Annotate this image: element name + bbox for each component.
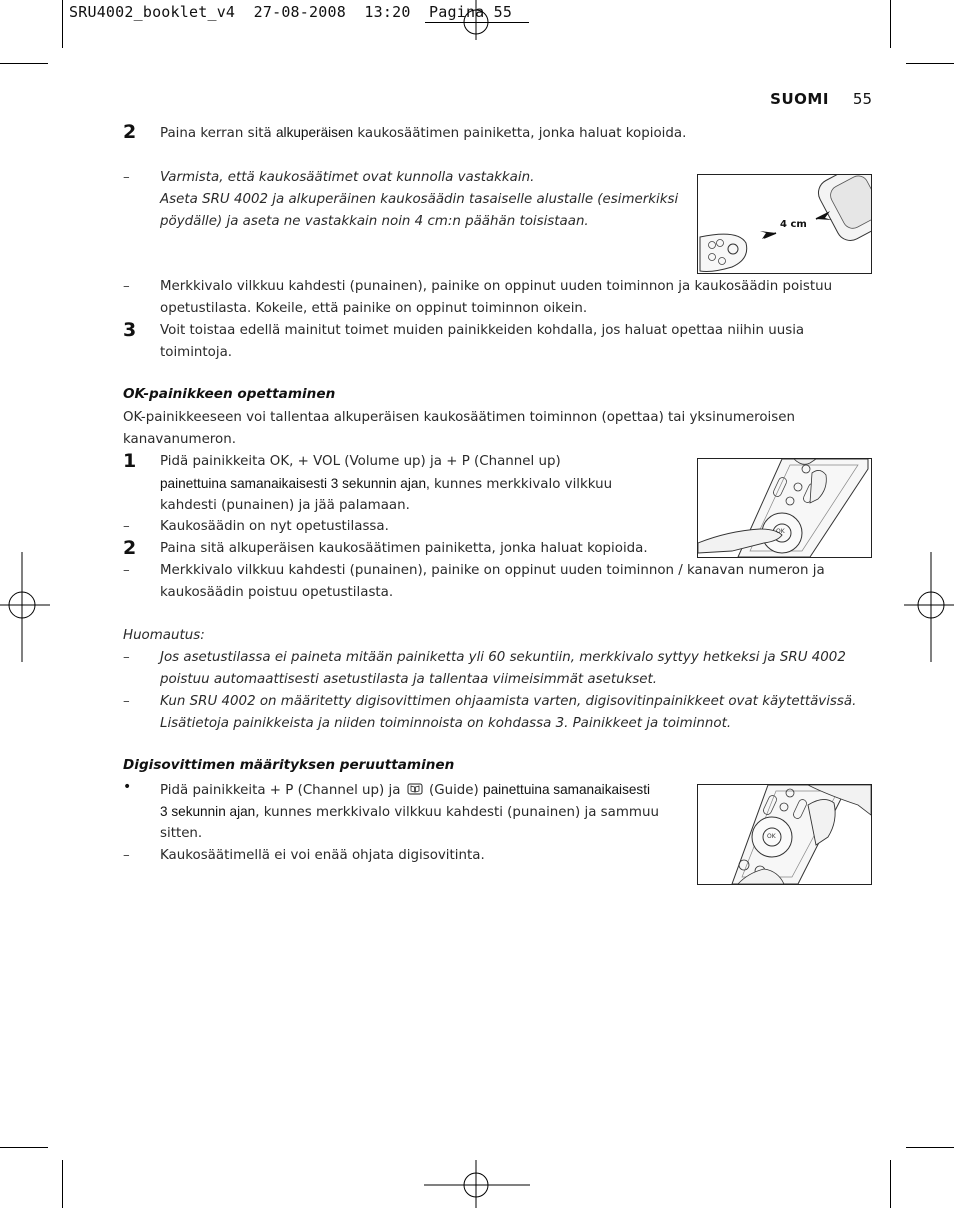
crop-mark: [890, 1160, 891, 1208]
distance-label: 4 cm: [780, 219, 807, 230]
dash-marker: –: [123, 848, 130, 863]
result-line: Merkkivalo vilkkuu kahdesti (punainen), painike on oppinut uuden toiminnon ja kaukosäädin poistuu: [160, 279, 833, 294]
step-text: Pidä painikkeita + P (Channel up) ja (Guide) painettuina samanaikaisesti: [160, 782, 651, 798]
crop-mark: [0, 63, 48, 64]
emphasis-text: painettuina samanaikaisesti: [483, 782, 651, 797]
note-line: pöydälle) ja aseta ne vastakkain noin 4 cm:n päähän toisistaan.: [160, 214, 589, 229]
crop-mark: [0, 1147, 48, 1148]
step-number: 2: [123, 121, 137, 143]
emphasis-text: alkuperäisen: [276, 125, 354, 140]
dash-marker: –: [123, 650, 130, 665]
section-heading: OK-painikkeen opettaminen: [123, 386, 336, 402]
emphasis-text: painettuina samanaikaisesti 3 sekunnin ajan,: [160, 476, 430, 491]
step-text: 3 sekunnin ajan, kunnes merkkivalo vilkkuu kahdesti (punainen) ja sammuu: [160, 804, 659, 820]
emphasis-text: 3 sekunnin ajan: [160, 804, 256, 819]
crop-mark: [62, 1160, 63, 1208]
result-line: kaukosäädin poistuu opetustilasta.: [160, 585, 394, 600]
result-line: Merkkivalo vilkkuu kahdesti (punainen), painike on oppinut uuden toiminnon / kanavan numeron ja: [160, 563, 825, 578]
crop-mark: [890, 0, 891, 48]
crop-mark: [906, 1147, 954, 1148]
step-text: toimintoja.: [160, 345, 233, 360]
slug-time: 13:20: [364, 3, 411, 21]
language-label: SUOMI: [770, 90, 829, 108]
dash-marker: –: [123, 519, 130, 534]
intro-line: kanavanumeron.: [123, 432, 236, 447]
bullet-marker: •: [123, 779, 132, 795]
registration-mark-bottom: [424, 1160, 530, 1208]
figure-guide-buttons: [697, 784, 872, 885]
registration-mark-left: [0, 552, 50, 662]
step-text: Paina sitä alkuperäisen kaukosäätimen painiketta, jonka haluat kopioida.: [160, 541, 648, 556]
note-title: Huomautus:: [123, 628, 205, 643]
ok-button-label: OK: [776, 528, 785, 535]
mode-line: Kaukosäädin on nyt opetustilassa.: [160, 519, 389, 534]
step-text: Voit toistaa edellä mainitut toimet muiden painikkeiden kohdalla, jos haluat opettaa niihin uusia: [160, 323, 805, 338]
note-line: poistuu automaattisesti asetustilasta ja tallentaa viimeisimmät asetukset.: [160, 672, 658, 687]
note-line: Lisätietoja painikkeista ja niiden toiminnoista on kohdassa 3. Painikkeet ja toiminnot.: [160, 716, 732, 731]
result-line: opetustilasta. Kokeile, että painike on oppinut toiminnon oikein.: [160, 301, 588, 316]
slug-page-word: Pagina: [429, 3, 485, 21]
slug-page-number: 55: [493, 3, 513, 21]
figure-ok-buttons: [697, 458, 872, 558]
note-line: Aseta SRU 4002 ja alkuperäinen kaukosäädin tasaiselle alustalle (esimerkiksi: [160, 192, 679, 207]
step-number: 1: [123, 450, 137, 472]
note-line: Varmista, että kaukosäätimet ovat kunnolla vastakkain.: [160, 170, 535, 185]
step-text: painettuina samanaikaisesti 3 sekunnin ajan, kunnes merkkivalo vilkkuu: [160, 476, 613, 492]
intro-line: OK-painikkeeseen voi tallentaa alkuperäisen kaukosäätimen toiminnon (opettaa) tai yksinumeroisen: [123, 410, 795, 425]
step-number: 3: [123, 319, 137, 341]
step-text: kahdesti (punainen) ja jää palamaan.: [160, 498, 410, 513]
page-number: 55: [852, 90, 872, 108]
dash-marker: –: [123, 279, 130, 294]
crop-mark: [906, 63, 954, 64]
dash-marker: –: [123, 694, 130, 709]
crop-mark: [62, 0, 63, 48]
dash-marker: –: [123, 170, 130, 185]
step-text: Paina kerran sitä alkuperäisen kaukosäätimen painiketta, jonka haluat kopioida.: [160, 125, 687, 141]
remote-hand-illustration: [698, 785, 871, 884]
registration-mark-top: [424, 0, 530, 40]
figure-remotes-facing: [697, 174, 872, 274]
dash-marker: –: [123, 563, 130, 578]
section-heading: Digisovittimen määrityksen peruuttaminen: [123, 757, 455, 773]
running-header: [770, 90, 872, 108]
step-text: sitten.: [160, 826, 203, 841]
registration-mark-right: [904, 552, 954, 662]
guide-book-icon: [407, 783, 423, 795]
slug-file: SRU4002_booklet_v4: [69, 3, 236, 21]
step-text: Pidä painikkeita OK, + VOL (Volume up) ja + P (Channel up): [160, 454, 561, 469]
slug-date: 27-08-2008: [253, 3, 346, 21]
step-number: 2: [123, 537, 137, 559]
note-line: Kun SRU 4002 on määritetty digisovittimen ohjaamista varten, digisovitinpainikkeet ovat käytettävissä.: [160, 694, 857, 709]
result-line: Kaukosäätimellä ei voi enää ohjata digisovitinta.: [160, 848, 485, 863]
ok-button-label: OK: [767, 833, 776, 840]
note-line: Jos asetustilassa ei paineta mitään painiketta yli 60 sekuntiin, merkkivalo syttyy hetkeksi ja SRU 4002: [160, 650, 846, 665]
remote-hand-illustration: [698, 459, 871, 557]
